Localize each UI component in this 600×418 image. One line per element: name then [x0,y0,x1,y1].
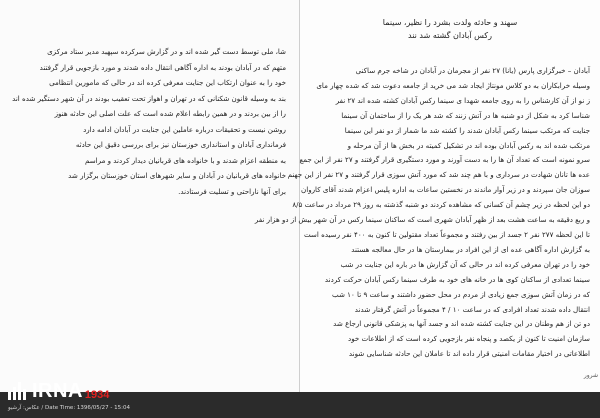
text-line: سازمان امنیت تا کنون از یکصد و پنجاه نفر بازجویی کرده است که از اطلاعات خود [348,334,590,344]
text-line: خود را به عنوان ارتکاب این جنایت معرفی کرده اند در حالی که مامورین انتظامی [49,78,286,87]
text-line: ز نو از آن کارشناس را به روی جامعه شهدا ی سینما رکس آبادان کشته شده اند ۲۷ نفر [335,95,590,105]
text-line: فرمانداری آبادان و استانداری خوزستان نیز برای بررسی دقیق این حادثه [75,140,286,149]
irna-logo [8,377,109,405]
text-line: اطلاعاتی در اختیار مقامات امنیتی قرار داده اند تا عاملان این حادثه شناسایی شوند [348,349,590,359]
text-line: تا این لحظه ۲۷۷ نفر ۲ جسد از بین رفتند و مجموعاً تعداد مقتولین تا کنون به ۴۰۰ نفر رسیده است [303,229,590,239]
text-line: جنایت که مرتکب سینما رکس آبادان شدند را کشته شد ما شمار از دو نفر این سینما [344,125,590,135]
text-line: به گزارش اداره آگاهی عده ای از این افراد در بیمارستان ها در حال معالجه هستند [351,244,590,254]
text-line: انتقال داده شدند تعداد افرادی که در ساعت ۱۰ / ۴ مجموعاً در آتش گرفتار شدند [354,304,590,314]
text-line: مرتکب شده اند به رکس آبادان بوده اند در تشکیل کمیته در بخش ها از آن مرحله و [347,140,590,150]
text-line: متهم که در آبادان بودند به اداره آگاهی انتقال داده شدند و مورد بازجویی قرار گرفتند [39,62,286,72]
text-line: و ربع دقیقه به ساعت هشت بعد از ظهر آبادان شهری است که ساکنان سینما رکس در آن شهر بیش از دو هزار نفر [254,215,590,225]
text-line: سینما تعدادی از ساکنان کوی ها در خانه های خود به طرف سینما رکس آبادان حرکت کردند [324,274,590,284]
text-line: خود را در تهران معرفی کرده اند در حالی که آن گزارش ها در باره این جنایت در شب [340,259,590,269]
page-stamp: شرور [583,372,598,379]
text-line: شا، ملی توسط دست گیر شده اند و در گزارش سرکرده سپهبد مدیر ستاد مرکزی [47,47,286,56]
text-line: دو این لحظه در زیر چشم آن کسانی که مشاهده کردند دو شنبه گذشته به روز ۲۹ مرداد در ساعت ۸/۵ [292,200,590,210]
text-line: آبادان – خبرگزاری پارس (یانا) ۲۷ نفر از مجرمان در آبادان در شاخه جرم ساکنی [355,66,590,75]
right-page-text [254,64,590,362]
text-line: به منطقه اعزام شدند و با خانواده های قربانیان دیدار کردند و مراسم [85,155,286,165]
text-line: برای آنها ناراحتی و تسلیت فرستادند. [178,186,286,196]
text-line: روشن نیست و تحقیقات درباره عاملین این جنایت در آبادان ادامه دارد [83,124,286,134]
text-line: عده ها تانان شهادت در سرداری و با هم چند شد که مورد آتش سوزی قرار گرفتند و ۲۷ نفر از این جهنم [287,170,590,180]
document-heading [340,16,560,42]
text-line: دو تن از هم وطنان در این جنایت کشته شده اند و جسد آنها به پزشکی قانونی ارجاع شد [333,319,590,329]
text-line: وسیله خرابکاران به دو کلاس مونتاژ ایجاد شد می خرید از جامعه دعوت شد که شده چهار مای [316,80,590,90]
heading-line: سهند و حادثه ولدت بشرد را نظیر، سینما [382,18,518,27]
text-line: سرو نمونه است که تعداد آن ها را به دست آورند و مورد دستگیری قرار گرفتند و ۲۷ نفر از این جمع [299,155,590,165]
logo-wordmark: IRNA [32,379,83,402]
left-page-text [12,44,286,199]
text-line: را از بین بردند و در همین رابطه اعلام شده است که علت اصلی این حادثه هنوز [54,109,286,118]
text-line: شناسا کرد به شکل از دو شنبه ها در آتش زنند که شد هر یک را از ساختمان آن سینما [341,110,590,120]
text-line: سوزان جان سپردند و در زیر آوار ماندند در نخستین ساعات به اداره پلیس اعزام شدند آقای کاروان [301,185,590,195]
text-line: که در زمان آتش سوزی جمع زیادی از مردم در محل حضور داشتند و ساعت ۹ تا ۱۰ شب [332,289,590,299]
irna-emblem-icon [8,382,28,400]
logo-year: 1934 [84,389,110,401]
right-document-page [254,0,600,392]
text-line: بند به وسیله قانون شکنانی که در تهران و اهواز تحت تعقیب بودند در آن شهر دستگیر شده اند [12,93,286,103]
text-line: خانواده های قربانیان در آبادان و سایر شهرهای استان خوزستان برگزار شد [68,171,286,180]
heading-line: رکس آبادان گشته شد نند [408,31,492,40]
left-document-page [0,0,300,392]
photo-credit: عکاس: آرشیو / Date Time: 1396/05/27 - 15:04 [8,405,130,411]
